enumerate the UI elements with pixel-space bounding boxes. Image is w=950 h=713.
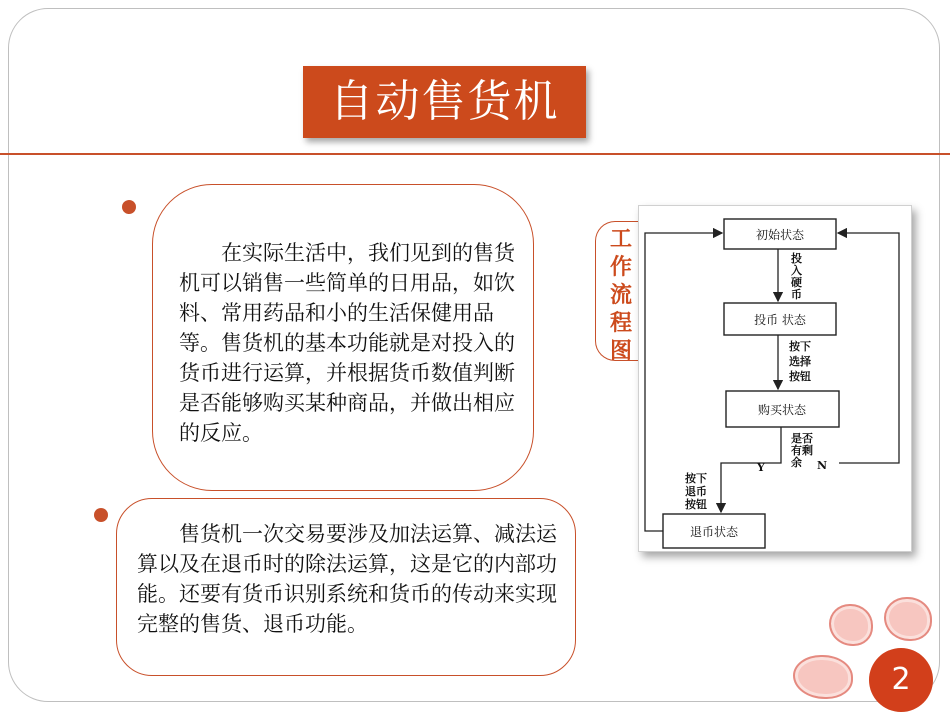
flowchart-label: 工作流程图	[609, 227, 632, 364]
decorative-cloud-2	[884, 597, 932, 641]
page-number: 2	[869, 648, 933, 712]
edge-insert-coin-2: 入	[791, 264, 802, 277]
edge-no-label: N	[817, 459, 828, 472]
edge-remaining-2: 有剩	[791, 444, 813, 457]
arrow-no-to-initial	[838, 233, 899, 463]
bullet-dot-2	[94, 508, 108, 522]
edge-insert-coin-1: 投	[791, 252, 802, 265]
edge-remaining-3: 余	[791, 456, 802, 469]
bullet-dot-1	[122, 200, 136, 214]
edge-remaining-1: 是否	[791, 432, 813, 445]
edge-yes-label: Y	[757, 461, 765, 474]
state-coin-label: 投币 状态	[754, 313, 806, 327]
edge-press-refund-3: 按钮	[685, 498, 707, 511]
edge-insert-coin-3: 硬	[791, 276, 802, 289]
description-bubble-2	[116, 498, 576, 676]
flowchart-diagram	[639, 206, 911, 551]
decorative-cloud-3	[793, 655, 853, 699]
edge-press-select-2: 选择	[789, 355, 811, 368]
title-divider	[0, 153, 950, 155]
edge-insert-coin-4: 币	[791, 288, 802, 301]
description-bubble-1	[152, 184, 534, 491]
edge-press-refund-2: 退币	[685, 485, 707, 498]
arrow-refund-to-initial	[645, 233, 722, 531]
arrow-buy-to-refund	[721, 427, 781, 512]
flowchart-panel	[638, 205, 912, 552]
bubble-2-text: 售货机一次交易要涉及加法运算、减法运算以及在退币时的除法运算，这是它的内部功能。还要有货币识别系统和货币的传动来实现完整的售货、退币功能。	[137, 522, 557, 636]
state-refund-label: 退币状态	[689, 525, 739, 539]
edge-press-select-1: 按下	[789, 340, 811, 353]
slide-title: 自动售货机	[303, 66, 586, 138]
edge-press-refund-1: 按下	[685, 472, 707, 485]
edge-press-select-3: 按钮	[789, 370, 811, 383]
decorative-cloud-1	[829, 604, 873, 646]
state-initial-label: 初始状态	[755, 228, 805, 242]
bubble-1-text: 在实际生活中，我们见到的售货机可以销售一些简单的日用品，如饮料、常用药品和小的生活保健用品等。售货机的基本功能就是对投入的货币进行运算，并根据货币数值判断是否能够购买某种商品，并做出相应的反应。	[179, 241, 515, 445]
state-buy-label: 购买状态	[757, 403, 807, 417]
